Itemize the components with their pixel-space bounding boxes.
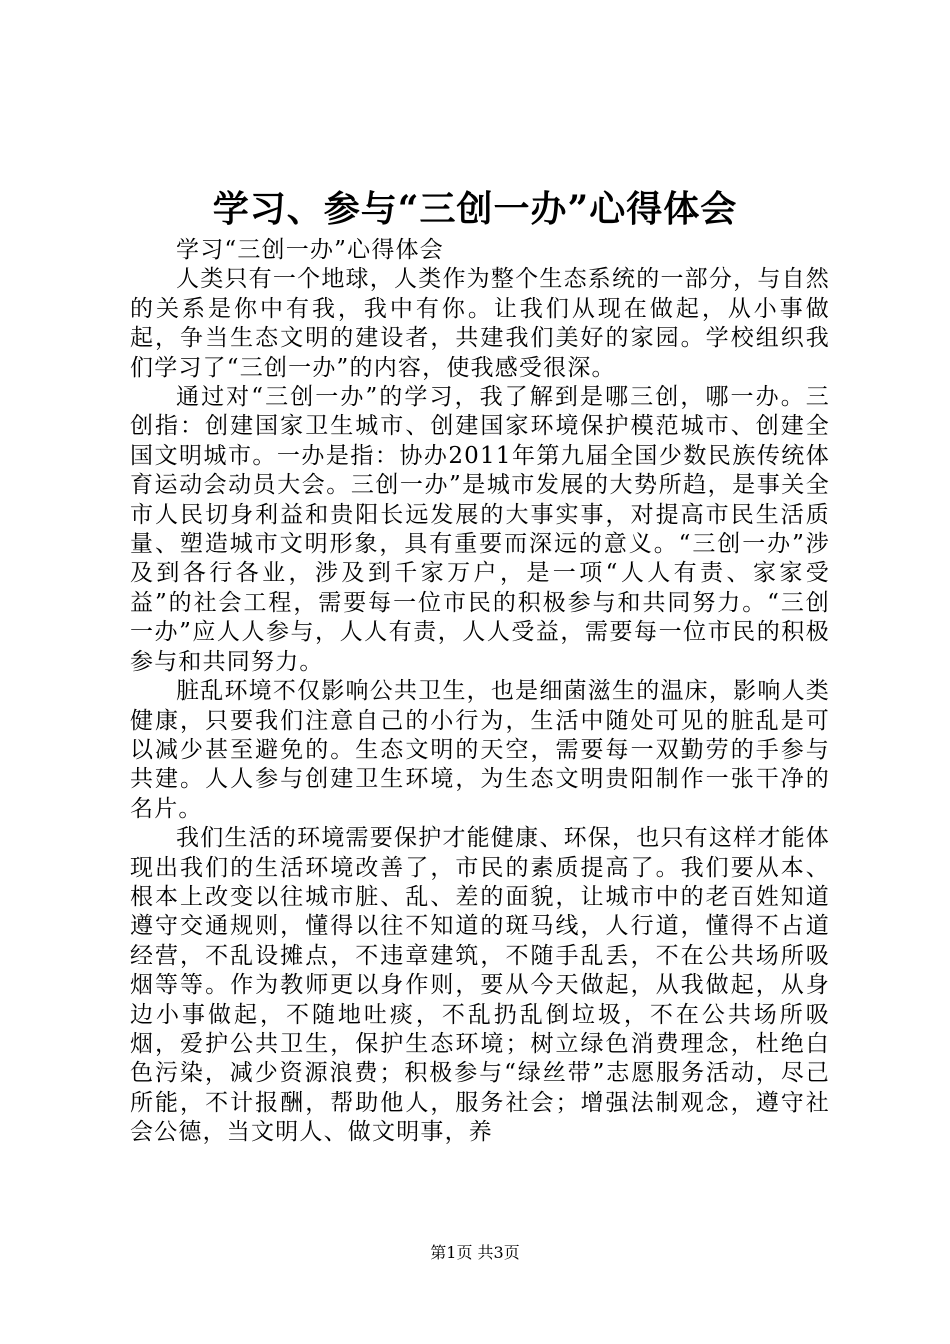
paragraph-2: 通过对“三创一办”的学习，我了解到是哪三创，哪一办。三创指：创建国家卫生城市、创建国家环境保护模范城市、创建全国文明城市。一办是指：协办2011年第九届全国少数民族传统体育运动会动员大会。三创一办”是城市发展的大势所趋，是事关全市人民切身利益和贵阳长远发展的大事实事，对提高市民生活质量、塑造城市文明形象，具有重要而深远的意义。“三创一办”涉及到各行各业，涉及到千家万户，是一项“人人有责、家家受益”的社会工程，需要每一位市民的积极参与和共同努力。“三创一办”应人人参与，人人有责，人人受益，需要每一位市民的积极参与和共同努力。 — [130, 384, 830, 675]
paragraph-1: 人类只有一个地球，人类作为整个生态系统的一部分，与自然的关系是你中有我，我中有你。让我们从现在做起，从小事做起，争当生态文明的建设者，共建我们美好的家园。学校组织我们学习了“三创一办”的内容，使我感受很深。 — [130, 266, 830, 381]
page-number-footer: 第1页 共3页 — [430, 1243, 520, 1262]
document-body — [130, 236, 830, 1148]
paragraph-3: 脏乱环境不仅影响公共卫生，也是细菌滋生的温床，影响人类健康，只要我们注意自己的小行为，生活中随处可见的脏乱是可以减少甚至避免的。生态文明的天空，需要每一双勤劳的手参与共建。人人参与创建卫生环境，为生态文明贵阳制作一张干净的名片。 — [130, 678, 830, 822]
paragraph-subtitle: 学习“三创一办”心得体会 — [176, 237, 444, 263]
document-title: 学习、参与“三创一办”心得体会 — [212, 188, 738, 230]
paragraph-4: 我们生活的环境需要保护才能健康、环保，也只有这样才能体现出我们的生活环境改善了，市民的素质提高了。我们要从本、根本上改变以往城市脏、乱、差的面貌，让城市中的老百姓知道遵守交通规则，懂得以往不知道的斑马线，人行道，懂得不占道经营，不乱设摊点，不违章建筑，不随手乱丢，不在公共场所吸烟等等。作为教师更以身作则，要从今天做起，从我做起，从身边小事做起，不随地吐痰，不乱扔乱倒垃圾，不在公共场所吸烟，爱护公共卫生，保护生态环境；树立绿色消费理念，杜绝白色污染，减少资源浪费；积极参与“绿丝带”志愿服务活动，尽己所能，不计报酬，帮助他人，服务社会；增强法制观念，遵守社会公德，当文明人、做文明事，养 — [130, 825, 830, 1146]
